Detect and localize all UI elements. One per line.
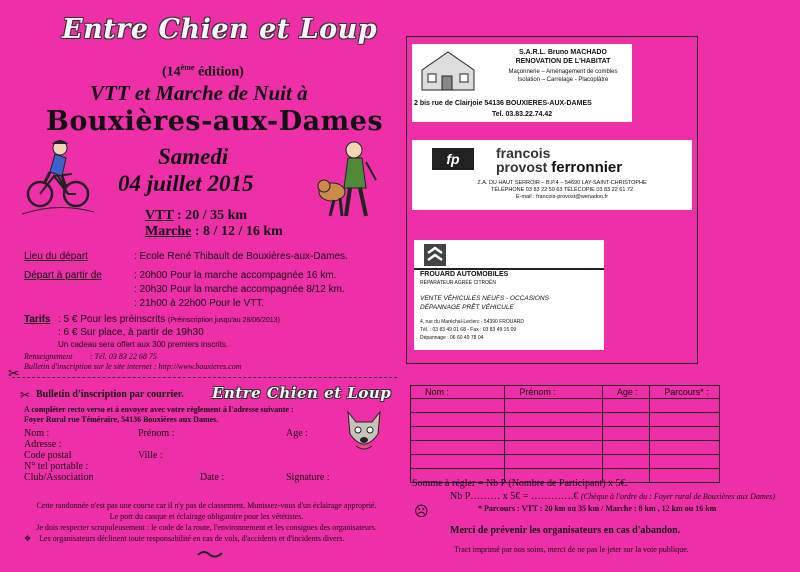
ad-frouard: FROUARD AUTOMOBILES RÉPARATEUR AGRÉÉ CITROËN VENTE VÉHICULES NEUFS - OCCASIONS DÉPANNAGE PRÊT VÉHICULE 4, rue du Maréchal-Leclerc - 54390 FROUARD Tél. : 03 83 49 01 68 - Fax : 03 83 49 15 09 Dépannage : 06 60 49 78 04 <box>414 240 604 350</box>
table-row[interactable] <box>411 399 720 413</box>
cp-label: Code postal <box>24 450 72 461</box>
renseignement-row: Renseignement : Tél. 03 83 22 68 75 <box>24 352 157 361</box>
prenom-label: Prénom : <box>138 428 175 439</box>
depart-block: Départ à partir de : 20h00 Pour la marche accompagnée 16 km. : 20h30 Pour la marche accompagnée 8/12 km. : 21h00 à 22h00 Pour le VTT. <box>24 270 345 309</box>
wolf-head-illustration <box>342 406 386 456</box>
form-header: Bulletin d'inscription par courrier. <box>36 389 184 400</box>
col-nom: Nom : <box>411 386 505 399</box>
form-fields <box>24 428 354 483</box>
bulletin-site-row: Bulletin d'inscription sur le site internet : http://www.bouxieres.com <box>24 362 242 371</box>
signature-label: Signature : <box>286 472 330 483</box>
event-subtitle: VTT et Marche de Nuit à <box>90 81 308 105</box>
marche-distances: Marche : 8 / 12 / 16 km <box>145 224 283 239</box>
tarifs-block: Tarifs : 5 € Pour les préinscrits (Préinscription jusqu'au 28/06/2013) : 6 € Sur place, à partir de 19h30 Un cadeau sera offert aux 300 premiers inscrits. <box>24 314 280 349</box>
table-row[interactable] <box>411 455 720 469</box>
nbp-row: Nb P……… x 5€ = ………….€ (Chèque à l'ordre du : Foyer rural de Bouxières aux Dames) <box>450 491 776 502</box>
participants-table <box>410 385 720 483</box>
tel-label: N° tel portable : <box>24 461 89 472</box>
squiggle-icon <box>196 549 224 559</box>
ad-provost: fp francois provost ferronnier Z.A. DU HAUT SERROIR – B.P.4 – 54690 LAY-SAINT-CHRISTOPHE TÉLÉPHONE 03 83 22 50 63 TÉLÉCOPIE 03 83 22 61 72 E-mail : francois-provost@wenadoo.fr <box>412 140 692 210</box>
tract-notice: Tract imprimé par nos soins, merci de ne pas le jeter sur la voie publique. <box>454 545 689 554</box>
parcours-note: * Parcours : VTT : 20 km ou 35 km / Marche : 8 km , 12 km ou 16 km <box>478 504 717 513</box>
table-row[interactable] <box>411 413 720 427</box>
cut-line <box>12 377 397 378</box>
citroen-logo-icon <box>424 244 446 266</box>
adresse-label: Adresse : <box>24 439 62 450</box>
diamond-icon: ❖ <box>24 534 32 543</box>
form-notes: Cette randonnée n'est pas une course car il n'y pas de classement. Munissez-vous d'un éclairage approprié. Le port du casque et éclairage obligatoire pour les vététistes. Je dois respecter scrupuleusement : le code de la route, l'environnement et les consignes des organisateurs. ❖ Les organisateurs déclinent toute responsabilité en cas de vols, d'accidents et d'incidents divers. <box>24 501 377 543</box>
walkers-illustration <box>310 140 380 220</box>
ad-machado: S.A.R.L. Bruno MACHADO RENOVATION DE L'HABITAT Maçonnerie – Aménagement de combles Isolation – Carrelage - Placoplâtre 2 bis rue de Clairjoie 54136 BOUXIERES-AUX-DAMES Tel. 03.83.22.74.42 <box>412 44 632 122</box>
col-age: Age : <box>602 386 649 399</box>
cyclist-illustration <box>22 136 94 216</box>
somme-row: Somme à régler = Nb P (Nombre de Participant) x 5€. <box>412 478 629 489</box>
scissors-icon: ✂ <box>8 366 20 382</box>
age-label: Age : <box>286 428 308 439</box>
lieu-row: Lieu du départ : Ecole René Thibault de Bouxières-aux-Dames. <box>24 251 348 262</box>
ville-label: Ville : <box>138 450 163 461</box>
event-date: 04 juillet 2015 <box>118 171 254 196</box>
col-parcours: Parcours* : <box>650 386 720 399</box>
table-row[interactable] <box>411 441 720 455</box>
abandon-notice: Merci de prévenir les organisateurs en cas d'abandon. <box>450 525 681 536</box>
event-town: Bouxières-aux-Dames <box>46 106 384 137</box>
col-prenom: Prénom : <box>505 386 603 399</box>
form-logo: Entre Chien et Loup <box>212 384 392 402</box>
house-icon <box>418 48 478 92</box>
form-instructions: A compléter recto verso et à envoyer avec votre règlement à l'adresse suivante : Foyer Rural rue Téméraire, 54136 Bouxières aux Dames. <box>24 405 294 424</box>
date-label: Date : <box>200 472 225 483</box>
scissors-icon-form: ✂ <box>20 388 31 402</box>
edition-label: (14ème édition) <box>162 63 244 80</box>
table-row[interactable] <box>411 427 720 441</box>
sad-face-icon: ☹ <box>414 504 429 520</box>
vtt-distances: VTT : 20 / 35 km <box>145 208 248 223</box>
event-title: Entre Chien et Loup <box>62 14 378 45</box>
provost-logo: fp <box>432 148 474 170</box>
club-label: Club/Association <box>24 472 94 483</box>
nom-label: Nom : <box>24 428 50 439</box>
event-day: Samedi <box>158 144 229 169</box>
